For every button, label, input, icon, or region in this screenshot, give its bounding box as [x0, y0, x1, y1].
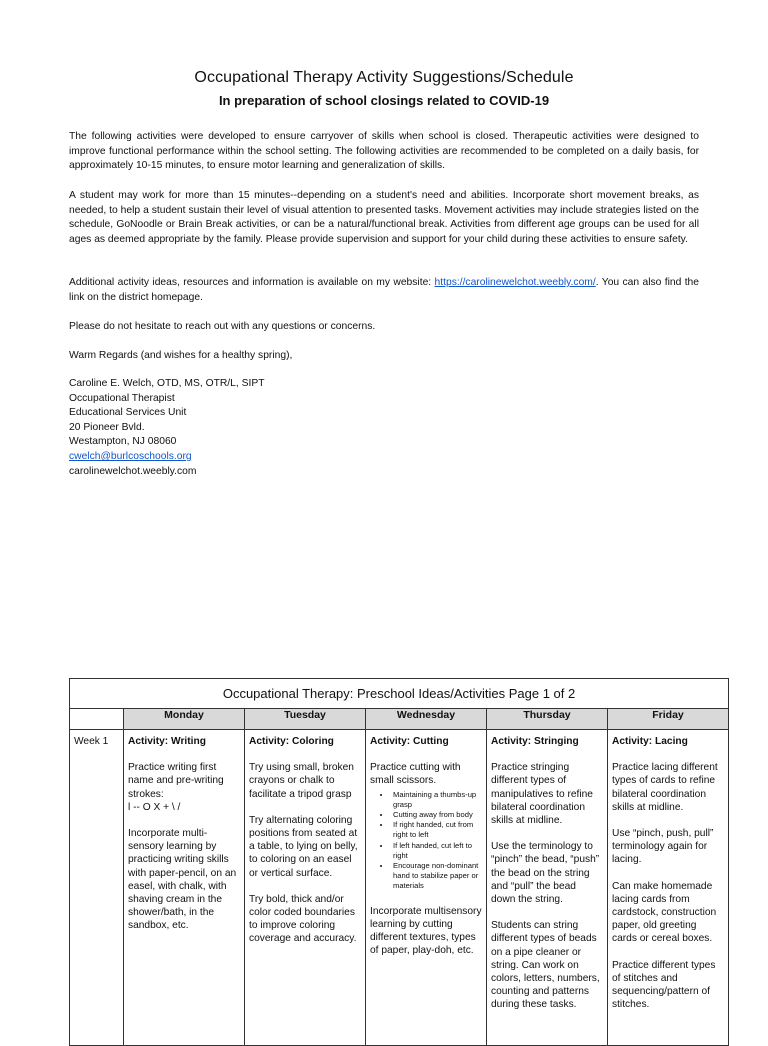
header-wednesday: Wednesday: [366, 709, 487, 730]
header-friday: Friday: [608, 709, 729, 730]
friday-text-4: Practice different types of stitches and sequencing/pattern of stitches.: [612, 959, 716, 1011]
wednesday-text-2: Incorporate multisensory learning by cutting different textures, types of paper, play-doh, etc.: [370, 905, 482, 957]
thursday-cell: [487, 730, 608, 1046]
monday-cell: [124, 730, 245, 1046]
signature-website: carolinewelchot.weebly.com: [69, 465, 197, 477]
page-subtitle: In preparation of school closings related to COVID-19: [218, 93, 550, 108]
monday-text-1: [128, 761, 240, 814]
table-title: Occupational Therapy: Preschool Ideas/Activities Page 1 of 2: [70, 679, 729, 709]
thursday-text-3: Students can string different types of beads on a pipe cleaner or string. Can work on colors, letters, numbers, counting and patterns during these tasks.: [491, 920, 600, 1011]
list-item: • Encourage non-dominant hand to stabilize paper or materials: [391, 861, 482, 892]
friday-text-2: Use “pinch, push, pull” terminology again for lacing.: [612, 828, 714, 866]
tuesday-text-2: Try alternating coloring positions from seated at a table, to lying on belly, to coloring on an easel or vertical surface.: [249, 814, 358, 879]
thursday-text-1: Practice stringing different types of manipulatives to refine bilateral coordination skills at midline.: [491, 762, 593, 827]
cutting-tips-list: [370, 790, 482, 892]
signature-street: 20 Pioneer Bvld.: [69, 421, 145, 433]
monday-text-1a: Practice writing first name and pre-writing strokes:: [128, 762, 224, 800]
intro-paragraph-4: Please do not hesitate to reach out with any questions or concerns.: [69, 321, 376, 332]
friday-text-1: Practice lacing different types of cards to refine bilateral coordination skills at midline.: [612, 762, 718, 813]
signature-email-link[interactable]: cwelch@burlcoschools.org: [69, 450, 192, 462]
header-thursday: Thursday: [487, 709, 608, 730]
list-item: • Maintaining a thumbs-up grasp: [391, 790, 482, 810]
signature-city: Westampton, NJ 08060: [69, 436, 177, 448]
wednesday-cell: [366, 730, 487, 1046]
intro-paragraph-2: A student may work for more than 15 minutes--depending on a student's need and abilities. Incorporate short movement breaks, as needed, to help a student sustain their level of visual attention to presented tasks. Movement activities may include strategies listed on the schedule, GoNoodle or Brain Break activities, or can be a natural/functional break. Activities from different age groups can be used for all ages as deemed appropriate by the family. Please provide supervision and support for your child during these activities to ensure safety.: [69, 190, 699, 245]
monday-text-2: Incorporate multi-sensory learning by practicing writing skills with paper-pencil, on an easel, with chalk, with shaving cream in the shower/bath, in the sandbox, etc.: [128, 828, 237, 932]
website-link[interactable]: https://carolinewelchot.weebly.com/: [434, 277, 596, 288]
header-monday: Monday: [124, 709, 245, 730]
intro-paragraph-3: [69, 276, 699, 305]
tuesday-activity-title: Activity: Coloring: [249, 736, 334, 747]
tuesday-text-3: Try bold, thick and/or color coded boundaries to improve coloring coverage and accuracy.: [249, 893, 357, 945]
website-text-after: . You can also find the link on the district homepage.: [69, 277, 700, 303]
signature-block: [69, 377, 265, 479]
list-item: • If left handed, cut left to right: [391, 841, 482, 861]
wednesday-activity-title: Activity: Cutting: [370, 736, 449, 747]
week-label: Week 1: [70, 730, 124, 1046]
thursday-text-2: Use the terminology to “pinch” the bead, “push” the bead on the string and “pull” the bead down the string.: [491, 841, 600, 906]
tuesday-cell: [245, 730, 366, 1046]
signature-name: Caroline E. Welch, OTD, MS, OTR/L, SIPT: [69, 378, 265, 389]
header-tuesday: Tuesday: [245, 709, 366, 730]
website-text-before: Additional activity ideas, resources and information is available on my website:: [69, 277, 435, 288]
list-item: • Cutting away from body: [391, 810, 482, 820]
intro-paragraph-1: The following activities were developed to ensure carryover of skills when school is closed. Therapeutic activities were designed to improve functional performance within the school setting. The following activities are recommended to be completed on a daily basis, for approximately 10-15 minutes, to ensure motor learning and generalization of skills.: [69, 131, 699, 171]
signature-role: Occupational Therapist: [69, 392, 175, 404]
friday-text-3: Can make homemade lacing cards from cardstock, construction paper, old greeting cards or cereal boxes.: [612, 880, 717, 945]
list-item: • If right handed, cut from right to left: [391, 820, 482, 840]
tuesday-text-1: Try using small, broken crayons or chalk to facilitate a tripod grasp: [249, 762, 354, 800]
page-title: Occupational Therapy Activity Suggestions/Schedule: [194, 69, 574, 86]
header-blank-cell: [70, 709, 124, 730]
closing-line: Warm Regards (and wishes for a healthy spring),: [69, 350, 293, 361]
signature-unit: Educational Services Unit: [69, 407, 187, 419]
thursday-activity-title: Activity: Stringing: [491, 736, 579, 747]
friday-cell: [608, 730, 729, 1046]
activity-schedule-table: [69, 678, 729, 1046]
friday-activity-title: Activity: Lacing: [612, 736, 688, 747]
monday-strokes: l -- O X + \ /: [128, 801, 181, 813]
monday-activity-title: Activity: Writing: [128, 736, 206, 747]
wednesday-text-1: Practice cutting with small scissors.: [370, 762, 461, 787]
